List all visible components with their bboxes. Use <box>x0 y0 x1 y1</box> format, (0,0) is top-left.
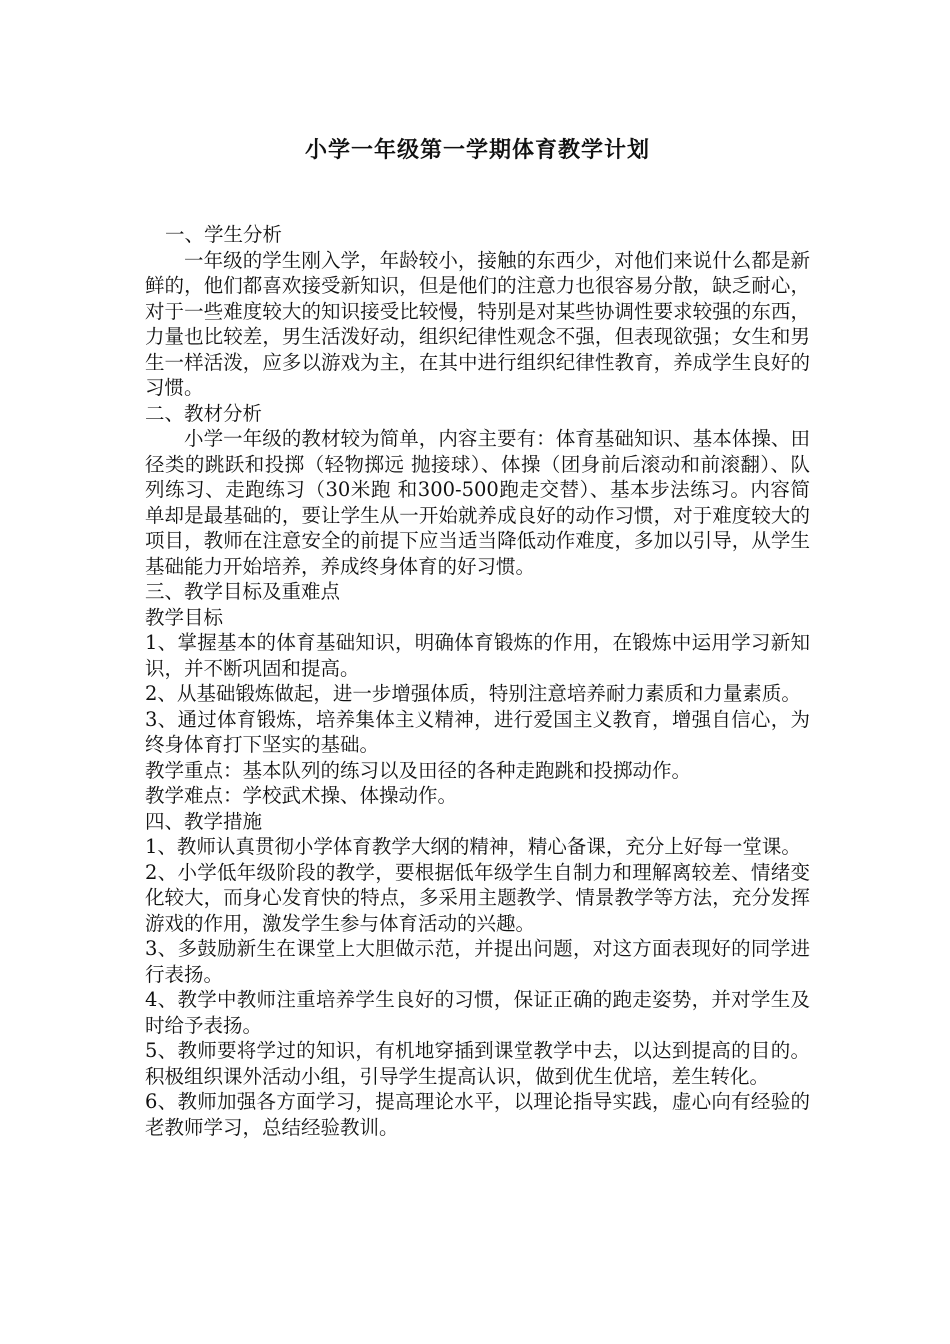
goal-item: 3、通过体育锻炼，培养集体主义精神，进行爱国主义教育，增强自信心，为终身体育打下坚实的基础。 <box>145 707 810 756</box>
section-heading-measures: 四、教学措施 <box>145 809 263 833</box>
measure-item: 1、教师认真贯彻小学体育教学大纲的精神，精心备课，充分上好每一堂课。 <box>145 835 801 858</box>
paragraph-material-analysis: 小学一年级的教材较为简单，内容主要有：体育基础知识、基本体操、田径类的跳跃和投掷（轻物掷远 抛接球）、体操（团身前后滚动和前滚翻）、队列练习、走跑练习（30米跑 和300-500跑走交替）、基本步法练习。内容简单却是最基础的，要让学生从一开始就养成良好的动作习惯，对于难度较大的项目，教师在注意安全的前提下应当适当降低动作难度，多加以引导，从学生基础能力开始培养，养成终身体育的好习惯。 <box>145 427 810 578</box>
title-spacer <box>145 170 810 222</box>
section-heading-student-analysis: 一、学生分析 <box>165 223 283 246</box>
document-page <box>145 130 810 1140</box>
measure-item: 5、教师要将学过的知识，有机地穿插到课堂教学中去，以达到提高的目的。积极组织课外活动小组，引导学生提高认识，做到优生优培，差生转化。 <box>145 1039 810 1088</box>
goal-item: 1、掌握基本的体育基础知识，明确体育锻炼的作用，在锻炼中运用学习新知识，并不断巩固和提高。 <box>145 631 810 680</box>
measure-item: 6、教师加强各方面学习，提高理论水平，以理论指导实践，虚心向有经验的老教师学习，总结经验教训。 <box>145 1090 810 1139</box>
section-heading-goals: 三、教学目标及重难点 <box>145 580 341 603</box>
goal-item: 2、从基础锻炼做起，进一步增强体质，特别注意培养耐力素质和力量素质。 <box>145 682 801 705</box>
subheading-teaching-goals: 教学目标 <box>145 605 224 629</box>
paragraph-student-analysis: 一年级的学生刚入学，年龄较小，接触的东西少，对他们来说什么都是新鲜的，他们都喜欢接受新知识，但是他们的注意力也很容易分散，缺乏耐心，对于一些难度较大的知识接受比较慢，特别是对某些协调性要求较强的东西，力量也比较差，男生活泼好动，组织纪律性观念不强，但表现欲强；女生和男生一样活泼，应多以游戏为主，在其中进行组织纪律性教育，养成学生良好的习惯。 <box>145 248 810 399</box>
document-title: 小学一年级第一学期体育教学计划 <box>304 137 650 163</box>
measure-item: 3、多鼓励新生在课堂上大胆做示范，并提出问题，对这方面表现好的同学进行表扬。 <box>145 937 810 986</box>
key-points: 教学重点：基本队列的练习以及田径的各种走跑跳和投掷动作。 <box>145 758 692 782</box>
measure-item: 4、教学中教师注重培养学生良好的习惯，保证正确的跑走姿势，并对学生及时给予表扬。 <box>145 988 810 1037</box>
measure-item: 2、小学低年级阶段的教学，要根据低年级学生自制力和理解离较差、情绪变化较大，而身心发育快的特点，多采用主题教学、情景教学等方法，充分发挥游戏的作用，激发学生参与体育活动的兴趣。 <box>145 860 810 935</box>
section-heading-material-analysis: 二、教材分析 <box>145 401 263 425</box>
difficulties: 教学难点：学校武术操、体操动作。 <box>145 784 458 807</box>
